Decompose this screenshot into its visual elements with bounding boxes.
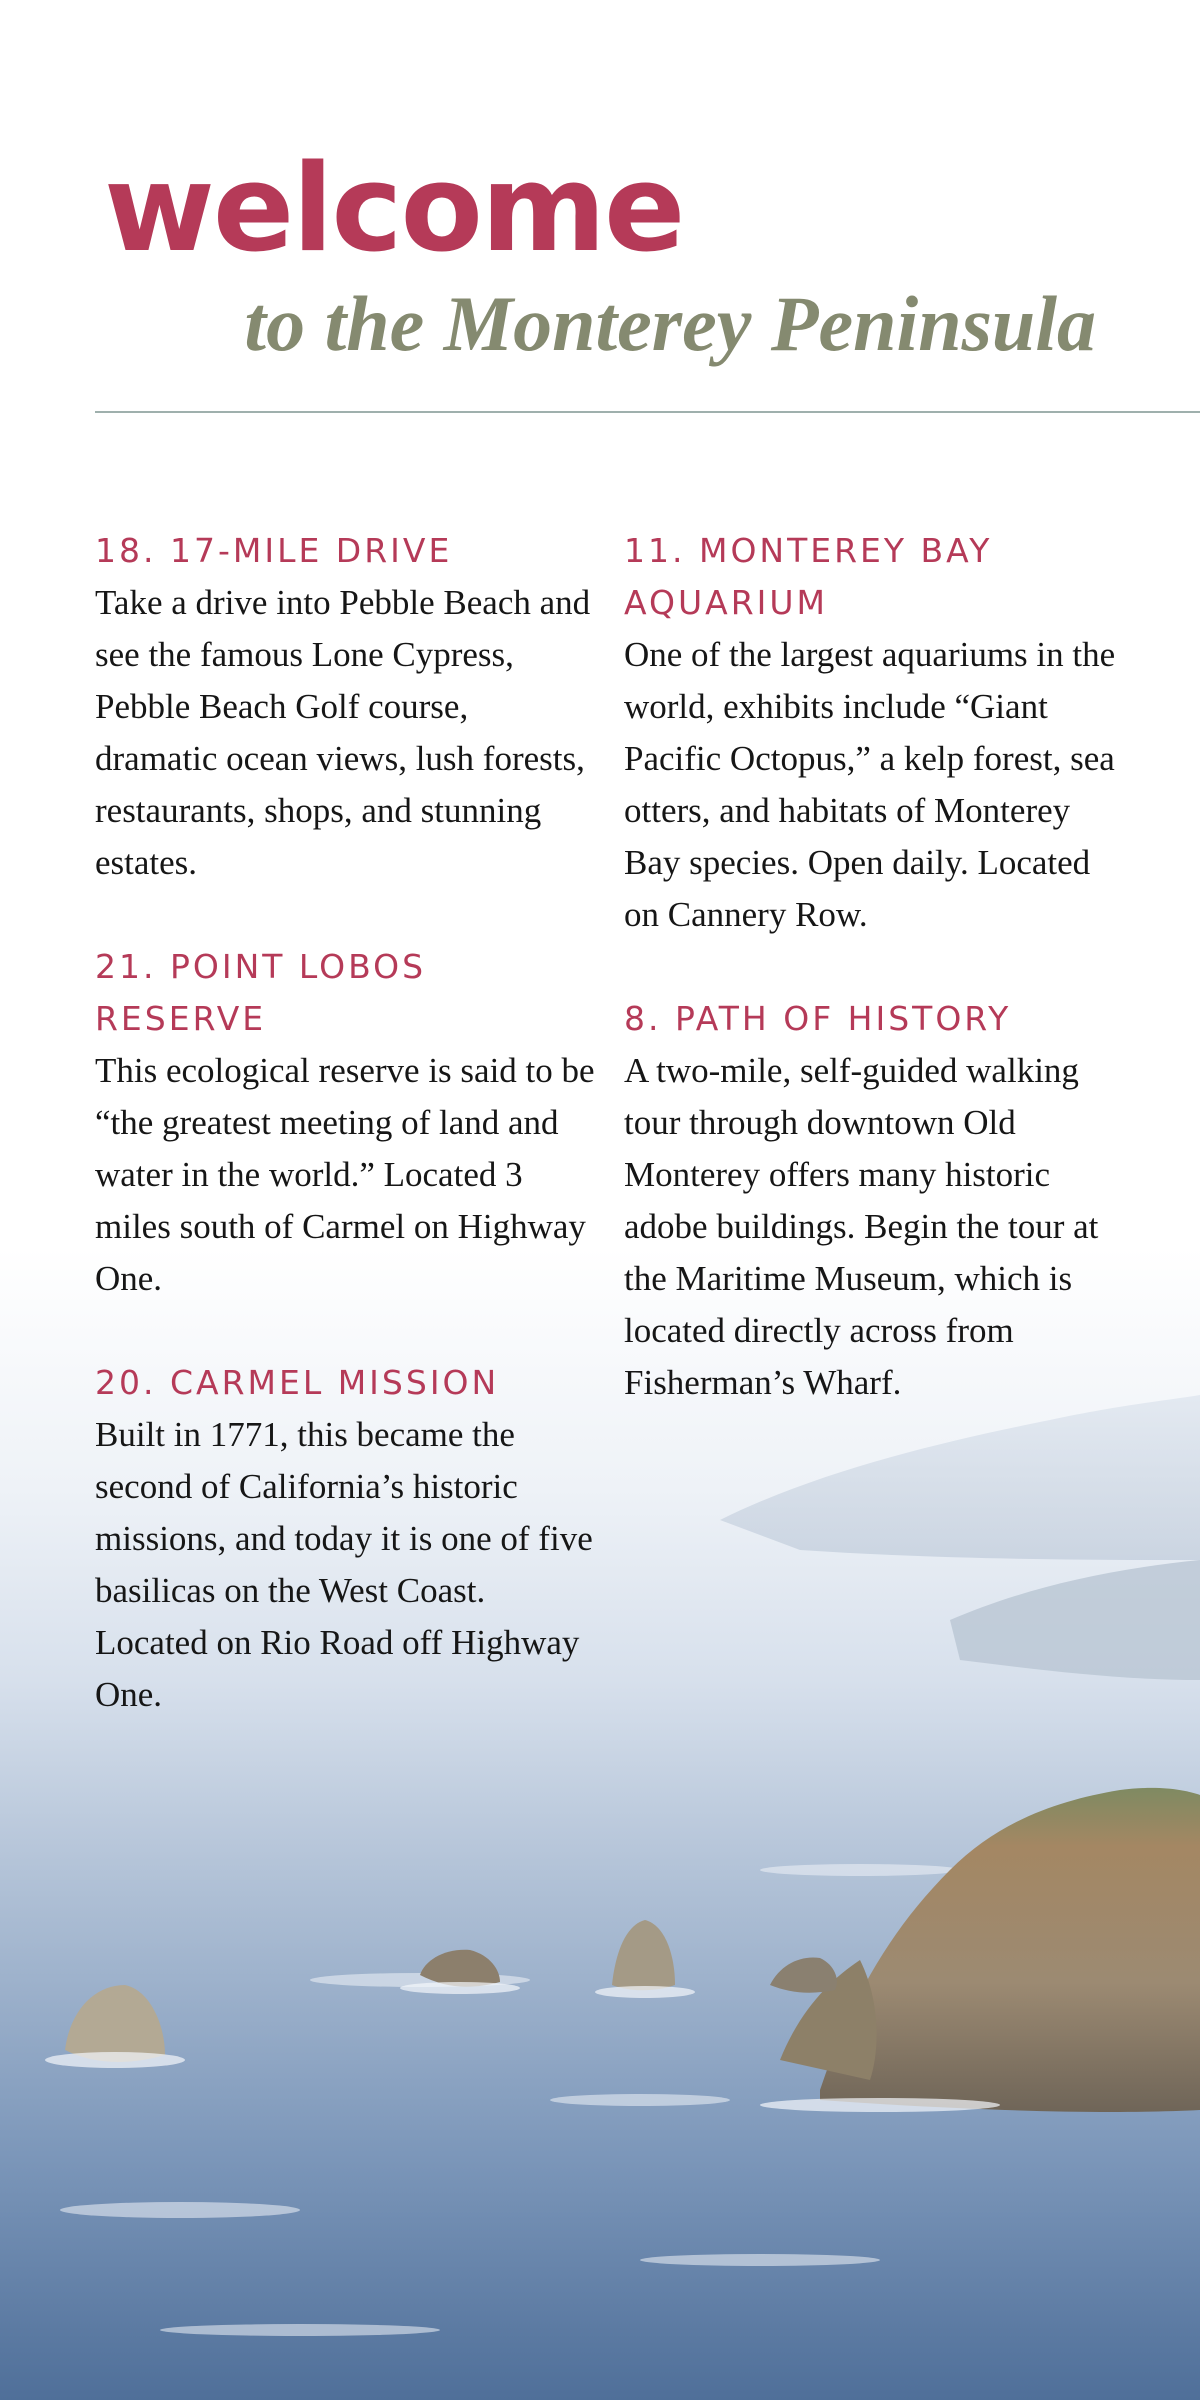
attraction-title: 20. CARMEL MISSION [95,1363,500,1402]
attraction-description: Take a drive into Pebble Beach and see the famous Lone Cypress, Pebble Beach Golf course, dramatic ocean views, lush forests, restaurants, shops, and stunning estates. [95,583,591,882]
header-divider [95,411,1200,413]
attraction-description: A two-mile, self-guided walking tour through downtown Old Monterey offers many historic adobe buildings. Begin the tour at the Maritime Museum, which is located directly across from Fisherman’s Wharf. [624,1051,1099,1402]
attraction-entry [95,941,595,1305]
right-column [624,525,1124,1461]
attraction-entry [95,1357,595,1721]
attraction-title: 21. POINT LOBOS RESERVE [95,947,427,1038]
attraction-entry [624,993,1124,1409]
attraction-description: This ecological reserve is said to be “the greatest meeting of land and water in the world.” Located 3 miles south of Carmel on Highway One. [95,1051,595,1298]
attraction-title: 11. MONTEREY BAY AQUARIUM [624,531,993,622]
welcome-heading: welcome [104,140,684,279]
attraction-entry [95,525,595,889]
subtitle-heading: to the Monterey Peninsula [244,280,1096,367]
attraction-entry [624,525,1124,941]
attraction-title: 18. 17-MILE DRIVE [95,531,453,570]
attraction-description: Built in 1771, this became the second of California’s historic missions, and today it is one of five basilicas on the West Coast. Located on Rio Road off Highway One. [95,1415,593,1714]
attraction-description: One of the largest aquariums in the world, exhibits include “Giant Pacific Octopus,” a kelp forest, sea otters, and habitats of Monterey Bay species. Open daily. Located on Cannery Row. [624,635,1116,934]
attraction-title: 8. PATH OF HISTORY [624,999,1012,1038]
left-column [95,525,595,1773]
